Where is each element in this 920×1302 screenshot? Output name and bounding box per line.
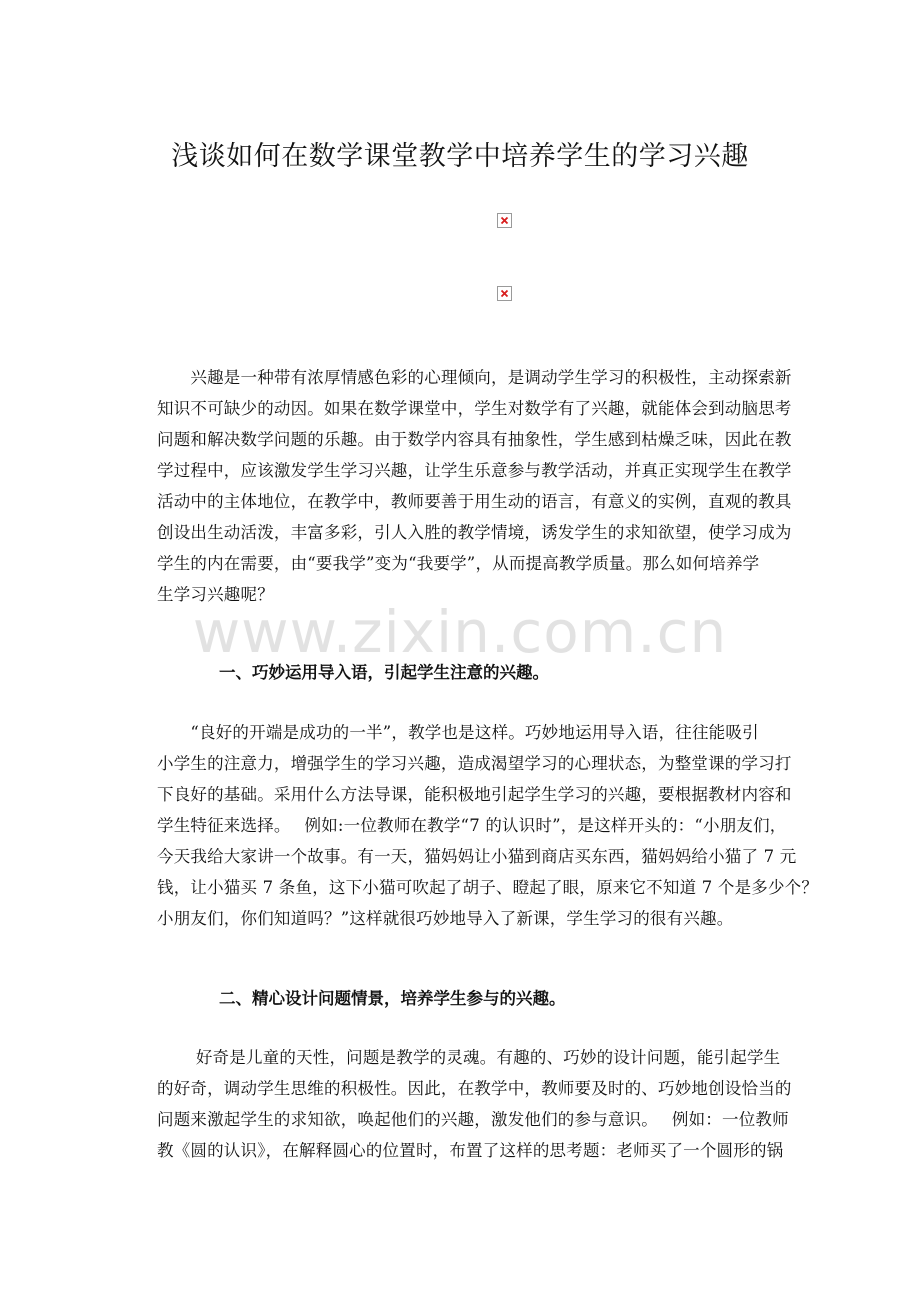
text-line: “良好的开端是成功的一半”，教学也是这样。巧妙地运用导入语，往往能吸引 (157, 723, 759, 742)
text-line: 钱，让小猫买 7 条鱼，这下小猫可吹起了胡子、瞪起了眼，原来它不知道 7 个是多少个？ (157, 878, 819, 897)
page-title: 浅谈如何在数学课堂教学中培养学生的学习兴趣 (171, 141, 749, 172)
text-line: 兴趣是一种带有浓厚情感色彩的心理倾向，是调动学生学习的积极性，主动探索新 (157, 368, 792, 387)
text-line: 问题和解决数学问题的乐趣。由于数学内容具有抽象性，学生感到枯燥乏味，因此在教 (157, 430, 792, 449)
text-line: 学生的内在需要，由“要我学”变为“我要学”，从而提高教学质量。那么如何培养学 (157, 554, 760, 573)
text-line: 的好奇，调动学生思维的积极性。因此，在教学中，教师要及时的、巧妙地创设恰当的 (157, 1079, 792, 1098)
text-line: 学生特征来选择。 例如:一位教师在教学“7 的认识时”，是这样开头的：“小朋友们， (157, 816, 787, 835)
text-line: 活动中的主体地位，在教学中，教师要善于用生动的语言，有意义的实例，直观的教具 (157, 492, 792, 511)
section-heading-1: 一、巧妙运用导入语，引起学生注意的兴趣。 (219, 663, 549, 682)
section-heading-2: 二、精心设计问题情景，培养学生参与的兴趣。 (219, 989, 566, 1008)
text-line: 今天我给大家讲一个故事。有一天，猫妈妈让小猫到商店买东西，猫妈妈给小猫了 7 元 (157, 847, 797, 866)
watermark: www.zixin.com.cn (192, 598, 728, 666)
text-line: 问题来激起学生的求知欲，唤起他们的兴趣，激发他们的参与意识。 例如：一位教师 (157, 1110, 789, 1129)
broken-image-icon (497, 213, 512, 228)
text-line: 下良好的基础。采用什么方法导课，能积极地引起学生学习的兴趣，要根据教材内容和 (157, 785, 792, 804)
text-line: 小学生的注意力，增强学生的学习兴趣，造成渴望学习的心理状态，为整堂课的学习打 (157, 754, 792, 773)
intro-paragraph (157, 362, 792, 610)
text-line: 好奇是儿童的天性，问题是教学的灵魂。有趣的、巧妙的设计问题，能引起学生 (157, 1048, 781, 1067)
text-line: 创设出生动活泼，丰富多彩，引人入胜的教学情境，诱发学生的求知欲望，使学习成为 (157, 523, 792, 542)
section-2-paragraph (157, 1042, 792, 1166)
text-line: 学过程中，应该激发学生学习兴趣，让学生乐意参与教学活动，并真正实现学生在教学 (157, 461, 792, 480)
text-line: 小朋友们，你们知道吗？”这样就很巧妙地导入了新课，学生学习的很有兴趣。 (157, 909, 734, 928)
text-line: 知识不可缺少的动因。如果在数学课堂中，学生对数学有了兴趣，就能体会到动脑思考 (157, 399, 792, 418)
broken-image-icon (497, 286, 512, 301)
section-1-paragraph (157, 717, 819, 934)
text-line: 教《圆的认识》，在解释圆心的位置时，布置了这样的思考题：老师买了一个圆形的锅 (157, 1141, 784, 1160)
text-line: 生学习兴趣呢？ (157, 585, 274, 604)
